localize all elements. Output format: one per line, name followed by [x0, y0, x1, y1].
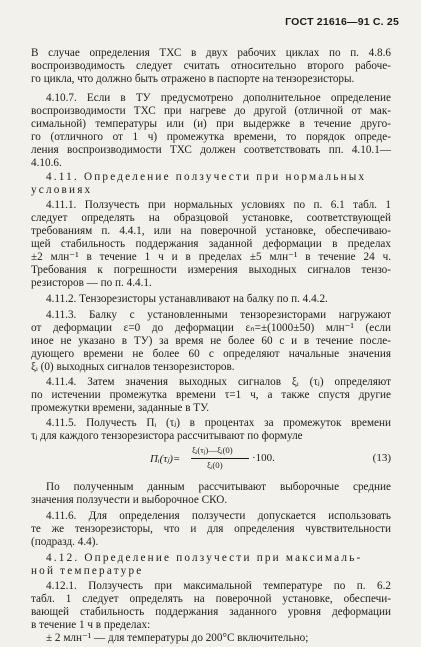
equation-number: (13): [372, 452, 391, 464]
text-line: 4.11.3. Балку с установленными тензорезисторами нагружают: [46, 309, 391, 321]
text-line: вающей стабильность поддержания заданного уровня деформации: [31, 606, 391, 618]
text-line: 4.11.1. Ползучесть при нормальных условиях по п. 6.1 табл. 1: [46, 199, 391, 211]
text-line: τⱼ для каждого тензорезистора рассчитывают по формуле: [31, 430, 303, 442]
text-line: По полученным данным рассчитывают выборочные средние: [46, 481, 391, 493]
text-line: дующего времени не более 60 с определяют начальные значения: [31, 348, 391, 360]
text-line: 4.11.4. Затем значения выходных сигналов ξᵢ (τⱼ) определяют: [46, 376, 391, 388]
text-line: следует определять на образцовой установке, соответствующей: [31, 212, 391, 224]
text-line: 4.11.2. Тензорезисторы устанавливают на балку по п. 4.4.2.: [46, 293, 328, 305]
tolerance-row: ± 2 млн⁻¹ — для температуры до 200°С включительно;: [46, 632, 309, 644]
text-line: 4.10.6.: [31, 157, 62, 169]
text-line: В случае определения ТХС в двух рабочих циклах по п. 4.8.6: [31, 47, 391, 59]
text-line: го цикла, что должно быть отражено в паспорте на тензорезисторы.: [31, 73, 355, 85]
formula-13: [150, 444, 391, 474]
text-line: по истечении промежутка времени τ=1 ч, а также спустя другие: [31, 389, 391, 401]
formula-lhs: Пᵢ(τⱼ)=: [150, 453, 181, 465]
text-line: значения ползучести и выборочное СКО.: [31, 494, 228, 506]
text-line: ξᵢ (0) выходных сигналов тензорезисторов.: [31, 361, 235, 373]
text-line: го (отличного от 1 ч) промежутка времени, то порядок опреде-: [31, 131, 391, 143]
section-heading: 4.12. Определение ползучести при максималь-: [46, 552, 363, 564]
text-line: промежутки времени, заданные в ТУ.: [31, 402, 209, 414]
text-line: (подразд. 4.4).: [31, 536, 99, 548]
section-heading: условиях: [31, 184, 93, 196]
formula-multiplier: ·100.: [252, 452, 275, 464]
text-line: от деформации ε=0 до деформации εₙ=±(1000±50) млн⁻¹ (если: [31, 322, 391, 334]
text-line: ления воспроизводимости ТХС должен соответствовать пп. 4.10.1—: [31, 144, 391, 156]
section-heading: ной температуре: [31, 565, 144, 577]
text-line: 4.11.5. Получесть Пᵢ (τⱼ) в процентах за промежуток времени: [46, 417, 391, 429]
text-line: ±2 млн⁻¹ в течение 1 ч и в пределах ±5 млн⁻¹ в течение 24 ч.: [31, 251, 391, 263]
text-line: воспроизводимость следует считать относительно второго рабоче-: [31, 60, 391, 72]
text-line: 4.12.1. Ползучесть при максимальной температуре по п. 6.2: [46, 580, 391, 592]
formula-denominator: ξᵢ(0): [207, 460, 223, 470]
text-line: резисторов — по п. 4.4.1.: [31, 277, 152, 289]
page-header: ГОСТ 21616—91 С. 25: [285, 16, 399, 28]
text-line: воспроизводимости ТХС при нагреве до другой (отличной от мак-: [31, 105, 391, 117]
text-line: 4.10.7. Если в ТУ предусмотрено дополнительное определение: [46, 92, 391, 104]
fraction-bar: [191, 458, 249, 459]
text-line: требованиям п. 4.4.1, или на поверочной установке, обеспечиваю-: [31, 225, 391, 237]
formula-numerator: ξᵢ(τⱼ)—ξᵢ(0): [192, 445, 233, 455]
text-line: симальной) температуры или (и) при выдержке в течение друго-: [31, 118, 391, 130]
text-line: табл. 1 следует определять на поверочной установке, обеспечи-: [31, 593, 391, 605]
text-line: иное не указано в ТУ) за время не более 60 с и в течение после-: [31, 335, 391, 347]
text-line: 4.11.6. Для определения ползучести допускается использовать: [46, 510, 391, 522]
text-line: Требования к погрешности измерения выходных сигналов тензо-: [31, 264, 391, 276]
text-line: в течение 1 ч в пределах:: [31, 619, 151, 631]
section-heading: 4.11. Определение ползучести при нормальных: [46, 171, 367, 183]
text-line: щей стабильность поддержания заданной деформации в пределах: [31, 238, 391, 250]
text-line: те же тензорезисторы, что и для определения чувствительности: [31, 523, 391, 535]
